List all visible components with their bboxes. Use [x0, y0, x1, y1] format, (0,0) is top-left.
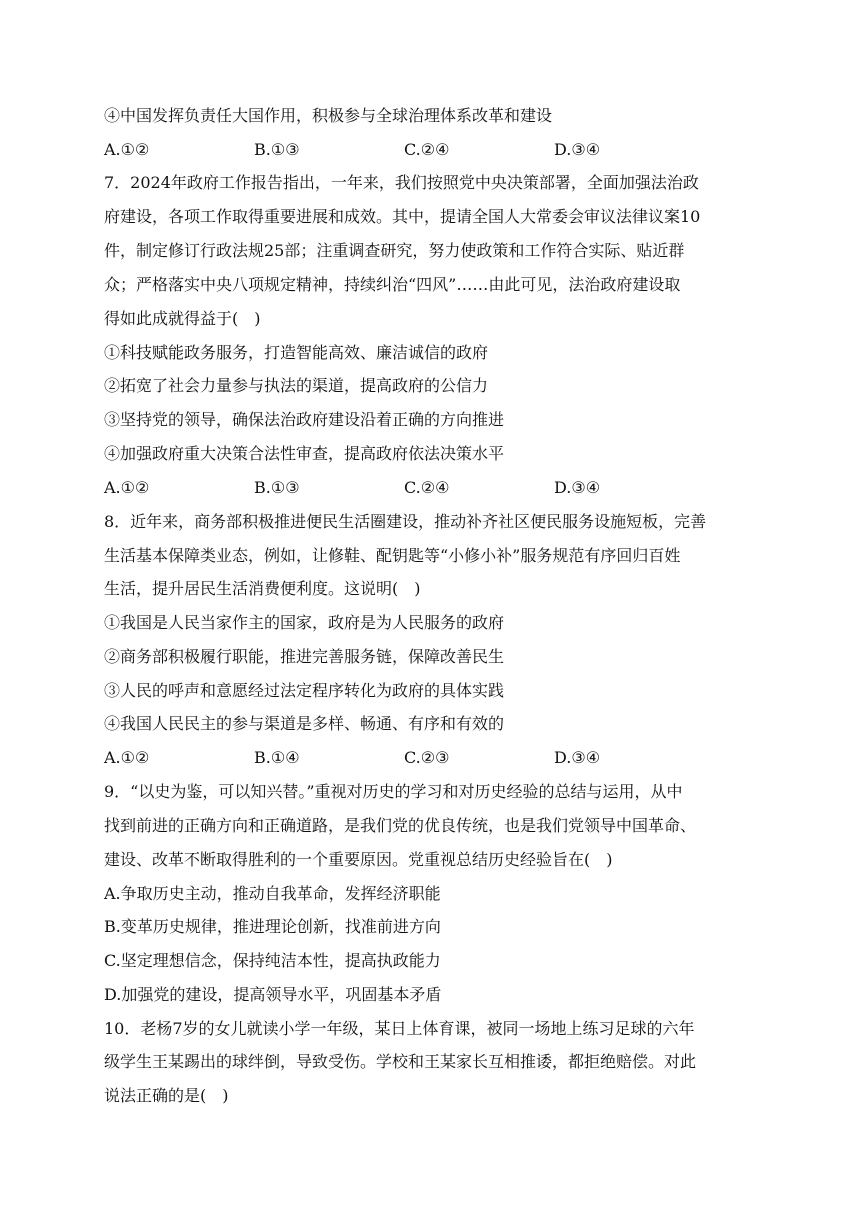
q6-statement-4: ④中国发挥负责任大国作用，积极参与全球治理体系改革和建设 [104, 106, 553, 125]
q6-option-b: B.①③ [254, 140, 300, 159]
q9-stem-line: 建设、改革不断取得胜利的一个重要原因。党重视总结历史经验旨在( ) [104, 850, 613, 869]
q8-statement-2: ②商务部积极履行职能，推进完善服务链，保障改善民生 [104, 647, 505, 666]
q9-option-b: B.变革历史规律，推进理论创新，找准前进方向 [104, 917, 441, 936]
q10-stem-line: 10．老杨7岁的女儿就读小学一年级，某日上体育课，被同一场地上练习足球的六年 [104, 1019, 695, 1038]
q8-option-a: A.①② [104, 748, 150, 767]
q7-option-b: B.①③ [254, 478, 300, 497]
q8-stem-line: 生活基本保障类业态，例如，让修鞋、配钥匙等“小修小补”服务规范有序回归百姓 [104, 546, 681, 565]
q8-option-c: C.②③ [404, 748, 450, 767]
q6-option-a: A.①② [104, 140, 150, 159]
q7-stem-line: 7．2024年政府工作报告指出，一年来，我们按照党中央决策部署，全面加强法治政 [104, 173, 699, 192]
q9-option-d: D.加强党的建设，提高领导水平，巩固基本矛盾 [104, 985, 442, 1004]
q8-stem-line: 8．近年来，商务部积极推进便民生活圈建设，推动补齐社区便民服务设施短板，完善 [104, 512, 707, 531]
q7-statement-4: ④加强政府重大决策合法性审查，提高政府依法决策水平 [104, 444, 505, 463]
q8-stem-line: 生活，提升居民生活消费便利度。这说明( ) [104, 579, 421, 598]
q8-statement-3: ③人民的呼声和意愿经过法定程序转化为政府的具体实践 [104, 681, 505, 700]
q7-statement-1: ①科技赋能政务服务，打造智能高效、廉洁诚信的政府 [104, 343, 489, 362]
q7-stem-line: 得如此成就得益于( ) [104, 309, 261, 328]
q7-statement-2: ②拓宽了社会力量参与执法的渠道，提高政府的公信力 [104, 376, 489, 395]
q8-statement-1: ①我国是人民当家作主的国家，政府是为人民服务的政府 [104, 613, 505, 632]
q7-statement-3: ③坚持党的领导，确保法治政府建设沿着正确的方向推进 [104, 410, 505, 429]
q10-stem-line: 说法正确的是( ) [104, 1086, 229, 1105]
q7-option-c: C.②④ [404, 478, 450, 497]
q9-stem-line: 9．“以史为鉴，可以知兴替。”重视对历史的学习和对历史经验的总结与运用，从中 [104, 782, 683, 801]
q8-option-d: D.③④ [554, 748, 601, 767]
q7-option-d: D.③④ [554, 478, 601, 497]
q9-option-c: C.坚定理想信念，保持纯洁本性，提高执政能力 [104, 951, 441, 970]
q6-option-d: D.③④ [554, 140, 601, 159]
q8-option-b: B.①④ [254, 748, 300, 767]
q9-stem-line: 找到前进的正确方向和正确道路，是我们党的优良传统，也是我们党领导中国革命、 [104, 816, 697, 835]
q7-option-a: A.①② [104, 478, 150, 497]
q7-stem-line: 府建设，各项工作取得重要进展和成效。其中，提请全国人大常委会审议法律议案10 [104, 207, 701, 226]
q7-stem-line: 件，制定修订行政法规25部；注重调查研究，努力使政策和工作符合实际、贴近群 [104, 241, 685, 260]
q7-stem-line: 众；严格落实中央八项规定精神，持续纠治“四风”……由此可见，法治政府建设取 [104, 275, 681, 294]
q6-option-c: C.②④ [404, 140, 450, 159]
q8-statement-4: ④我国人民民主的参与渠道是多样、畅通、有序和有效的 [104, 714, 505, 733]
q9-option-a: A.争取历史主动，推动自我革命，发挥经济职能 [104, 884, 441, 903]
q10-stem-line: 级学生王某踢出的球绊倒，导致受伤。学校和王某家长互相推诿，都拒绝赔偿。对此 [104, 1052, 697, 1071]
